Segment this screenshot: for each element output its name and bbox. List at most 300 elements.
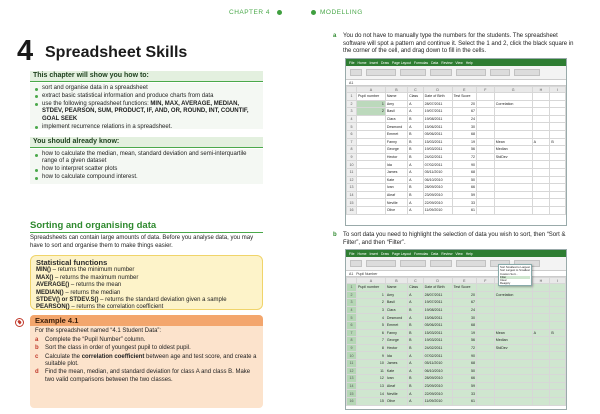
empty-cell[interactable] [477,284,495,292]
empty-cell[interactable] [550,108,566,116]
data-cell[interactable]: 10 [357,359,386,367]
row-number[interactable]: 12 [347,176,357,184]
column-letter[interactable]: H [532,87,550,93]
data-cell[interactable]: 20 [452,291,476,299]
data-cell[interactable]: A [408,206,424,214]
empty-cell[interactable] [532,93,550,101]
data-cell[interactable] [357,153,386,161]
label-cell[interactable] [494,359,532,367]
row-number[interactable]: 2 [347,100,357,108]
ribbon-tab[interactable]: File [349,60,355,65]
empty-cell[interactable] [477,130,495,138]
data-cell[interactable]: A [408,352,424,360]
data-cell[interactable]: James [385,168,407,176]
data-cell[interactable]: Aleaf [385,191,407,199]
data-cell[interactable]: 28/09/2010 [423,184,452,192]
empty-cell[interactable] [532,146,550,154]
ribbon-tab[interactable]: View [455,60,463,65]
data-cell[interactable] [357,138,386,146]
empty-cell[interactable] [550,161,566,169]
label-cell[interactable]: Correlation [494,291,532,299]
empty-cell[interactable] [532,337,550,345]
data-cell[interactable]: Kate [385,176,407,184]
empty-cell[interactable] [477,168,495,176]
column-letter[interactable]: F [477,278,495,284]
data-cell[interactable]: George [385,337,407,345]
menu-item-filter[interactable]: Filter [500,276,530,279]
empty-cell[interactable] [532,108,550,116]
data-cell[interactable]: B [408,146,424,154]
header-cell[interactable]: Name [385,93,407,101]
row-number[interactable]: 4 [347,306,357,314]
data-cell[interactable]: Clara [385,306,407,314]
row-number[interactable]: 16 [347,206,357,214]
label-cell[interactable] [494,168,532,176]
empty-cell[interactable] [532,344,550,352]
data-cell[interactable]: 19/08/2011 [423,115,452,123]
data-cell[interactable]: 59 [452,191,476,199]
data-cell[interactable]: Fanny [385,138,407,146]
ribbon-tab[interactable]: Data [431,251,439,256]
label-cell[interactable] [494,130,532,138]
data-cell[interactable]: 1 [357,100,386,108]
empty-cell[interactable] [550,397,566,405]
data-cell[interactable]: 22/09/2010 [423,390,452,398]
empty-cell[interactable] [477,291,495,299]
data-cell[interactable]: 33 [452,199,476,207]
data-cell[interactable]: 15/03/2011 [423,329,452,337]
data-cell[interactable]: A [408,299,424,307]
empty-cell[interactable] [550,359,566,367]
alignment-group[interactable] [400,260,426,267]
header-cell[interactable]: Test Score [452,93,476,101]
label-cell[interactable]: StdDev [494,153,532,161]
data-cell[interactable]: 59 [452,382,476,390]
empty-cell[interactable] [532,168,550,176]
row-number[interactable]: 9 [347,153,357,161]
empty-cell[interactable] [532,306,550,314]
column-letter[interactable]: A [357,87,386,93]
ribbon-tab[interactable]: Formulas [413,60,429,65]
data-cell[interactable]: B [408,375,424,383]
data-cell[interactable]: 68 [452,359,476,367]
empty-cell[interactable] [477,321,495,329]
data-cell[interactable]: 61 [452,397,476,405]
row-number[interactable]: 3 [347,108,357,116]
empty-cell[interactable]: B [550,138,566,146]
ribbon-tab[interactable]: Home [357,60,367,65]
empty-cell[interactable] [532,352,550,360]
data-cell[interactable]: Olive [385,206,407,214]
data-cell[interactable]: 06/10/2010 [423,176,452,184]
empty-cell[interactable] [532,390,550,398]
data-cell[interactable]: B [408,153,424,161]
ribbon-tab[interactable]: Help [465,60,473,65]
empty-cell[interactable] [550,206,566,214]
empty-cell[interactable] [532,382,550,390]
data-cell[interactable]: A [408,168,424,176]
data-cell[interactable]: 24/02/2011 [423,344,452,352]
data-cell[interactable]: 11/09/2010 [423,206,452,214]
data-cell[interactable] [357,146,386,154]
empty-cell[interactable] [477,199,495,207]
data-cell[interactable]: Desmond [385,314,407,322]
ribbon-tab[interactable]: Draw [381,60,389,65]
header-cell[interactable]: Name [385,284,407,292]
row-number[interactable]: 14 [347,191,357,199]
ribbon-tab[interactable]: Data [431,60,439,65]
data-cell[interactable]: Clara [385,115,407,123]
data-cell[interactable] [357,199,386,207]
row-number[interactable]: 3 [347,299,357,307]
data-cell[interactable]: 15 [357,397,386,405]
paste-icon[interactable] [350,69,362,76]
label-cell[interactable]: Median [494,146,532,154]
data-cell[interactable]: 66 [452,375,476,383]
data-cell[interactable]: 11 [357,367,386,375]
empty-cell[interactable] [532,314,550,322]
empty-cell[interactable] [550,375,566,383]
label-cell[interactable] [494,367,532,375]
row-number[interactable]: 11 [347,168,357,176]
data-cell[interactable]: 66 [452,184,476,192]
column-letter[interactable]: G [494,87,532,93]
empty-cell[interactable] [550,306,566,314]
empty-cell[interactable]: A [532,329,550,337]
empty-cell[interactable] [532,206,550,214]
data-cell[interactable]: Amy [385,291,407,299]
empty-cell[interactable] [477,397,495,405]
name-box[interactable]: A1 [349,272,354,276]
row-number[interactable]: 6 [347,321,357,329]
empty-cell[interactable] [477,382,495,390]
data-cell[interactable]: 23/09/2010 [423,191,452,199]
row-number[interactable]: 13 [347,184,357,192]
data-cell[interactable]: 9 [357,352,386,360]
data-cell[interactable]: Hector [385,344,407,352]
empty-cell[interactable]: A [532,138,550,146]
header-cell[interactable]: Class [408,284,424,292]
row-number[interactable]: 15 [347,390,357,398]
data-cell[interactable]: 24 [452,306,476,314]
empty-cell[interactable] [532,123,550,131]
data-cell[interactable] [357,161,386,169]
empty-cell[interactable] [532,284,550,292]
data-cell[interactable]: Emmet [385,321,407,329]
label-cell[interactable] [494,115,532,123]
ribbon-tab[interactable]: Home [357,251,367,256]
data-cell[interactable]: 19 [452,138,476,146]
data-cell[interactable]: A [408,123,424,131]
row-number[interactable]: 4 [347,115,357,123]
empty-cell[interactable] [477,337,495,345]
column-letter[interactable]: D [423,278,452,284]
data-cell[interactable]: 23/09/2010 [423,382,452,390]
data-cell[interactable] [357,184,386,192]
ribbon-tab[interactable]: Help [465,251,473,256]
styles-group[interactable] [456,260,486,267]
column-letter[interactable]: B [385,87,407,93]
data-cell[interactable]: A [408,176,424,184]
empty-cell[interactable] [550,168,566,176]
label-cell[interactable] [494,321,532,329]
font-group[interactable] [366,69,396,76]
data-cell[interactable]: Ida [385,161,407,169]
data-cell[interactable]: A [408,100,424,108]
empty-cell[interactable] [532,199,550,207]
ribbon-tab[interactable]: Page Layout [391,60,411,65]
data-cell[interactable]: 19/08/2011 [423,306,452,314]
data-cell[interactable]: 07/02/2011 [423,352,452,360]
data-cell[interactable]: Hector [385,153,407,161]
row-number[interactable]: 1 [347,93,357,101]
empty-cell[interactable] [532,176,550,184]
empty-cell[interactable] [532,191,550,199]
empty-cell[interactable] [477,153,495,161]
data-cell[interactable]: B [408,191,424,199]
data-cell[interactable]: 06/10/2010 [423,367,452,375]
empty-cell[interactable] [477,100,495,108]
ribbon-tab[interactable]: Page Layout [391,251,411,256]
data-cell[interactable]: 3 [357,306,386,314]
header-cell[interactable]: Test Score [452,284,476,292]
data-cell[interactable]: 07/02/2011 [423,161,452,169]
label-cell[interactable] [494,390,532,398]
data-cell[interactable]: Olive [385,397,407,405]
data-cell[interactable]: 2 [357,108,386,116]
data-cell[interactable]: B [408,329,424,337]
empty-cell[interactable] [477,314,495,322]
menu-item-custom-sort[interactable]: Custom Sort... [500,272,518,276]
header-cell[interactable]: Date of Birth [423,284,452,292]
data-cell[interactable]: A [408,291,424,299]
ribbon-tab[interactable]: Review [441,251,453,256]
data-cell[interactable]: Basil [385,108,407,116]
label-cell[interactable] [494,314,532,322]
label-cell[interactable]: Correlation [494,100,532,108]
menu-item-reapply[interactable]: Reapply [500,282,511,286]
empty-cell[interactable] [477,161,495,169]
label-cell[interactable] [494,184,532,192]
data-cell[interactable]: Kate [385,367,407,375]
alignment-group[interactable] [400,69,426,76]
data-cell[interactable]: 61 [452,206,476,214]
empty-cell[interactable] [550,153,566,161]
data-cell[interactable]: 14 [357,390,386,398]
row-number[interactable]: 12 [347,367,357,375]
empty-cell[interactable] [550,314,566,322]
data-cell[interactable]: 2 [357,299,386,307]
number-group[interactable] [430,69,452,76]
column-letter[interactable]: D [423,87,452,93]
data-cell[interactable]: Ivan [385,375,407,383]
empty-cell[interactable] [477,115,495,123]
data-cell[interactable]: 19/03/2011 [423,337,452,345]
editing-group[interactable] [514,69,540,76]
data-cell[interactable]: 7 [357,337,386,345]
empty-cell[interactable] [550,367,566,375]
empty-cell[interactable] [532,375,550,383]
row-number[interactable]: 5 [347,123,357,131]
ribbon-tab[interactable]: File [349,251,355,256]
data-cell[interactable]: A [408,108,424,116]
empty-cell[interactable] [550,123,566,131]
label-cell[interactable] [494,382,532,390]
empty-cell[interactable] [532,100,550,108]
row-number[interactable]: 2 [347,291,357,299]
data-cell[interactable]: 6 [357,329,386,337]
label-cell[interactable] [494,108,532,116]
empty-cell[interactable] [550,191,566,199]
row-number[interactable]: 7 [347,329,357,337]
ribbon-tab[interactable]: View [455,251,463,256]
empty-cell[interactable] [532,299,550,307]
empty-cell[interactable] [477,359,495,367]
data-cell[interactable]: A [408,367,424,375]
row-number[interactable]: 13 [347,375,357,383]
empty-cell[interactable] [477,176,495,184]
empty-cell[interactable] [532,359,550,367]
empty-cell[interactable] [477,184,495,192]
formula-text[interactable]: Pupil Number [356,272,378,276]
data-cell[interactable]: 67 [452,108,476,116]
data-cell[interactable]: 30 [452,314,476,322]
empty-cell[interactable] [550,130,566,138]
data-cell[interactable]: 5 [357,321,386,329]
column-letter[interactable]: E [452,87,476,93]
header-cell[interactable]: Date of Birth [423,93,452,101]
row-number[interactable]: 16 [347,397,357,405]
empty-cell[interactable] [532,321,550,329]
data-cell[interactable]: 56 [452,146,476,154]
column-letter[interactable]: A [357,278,386,284]
data-cell[interactable]: Aleaf [385,382,407,390]
empty-cell[interactable] [550,344,566,352]
name-box[interactable]: A1 [349,81,354,85]
empty-cell[interactable] [532,291,550,299]
paste-icon[interactable] [350,260,362,267]
column-letter[interactable]: F [477,87,495,93]
label-cell[interactable]: Mean [494,138,532,146]
row-number[interactable]: 15 [347,199,357,207]
empty-cell[interactable] [477,191,495,199]
menu-item-clear[interactable]: Clear [500,279,507,283]
data-cell[interactable]: 19/03/2011 [423,146,452,154]
data-cell[interactable] [357,206,386,214]
data-cell[interactable]: 20 [452,100,476,108]
font-group[interactable] [366,260,396,267]
data-cell[interactable] [357,168,386,176]
empty-cell[interactable] [532,115,550,123]
empty-cell[interactable] [550,284,566,292]
data-cell[interactable]: 50 [452,176,476,184]
empty-cell[interactable] [550,115,566,123]
ribbon-tab[interactable]: Review [441,60,453,65]
data-cell[interactable] [357,176,386,184]
data-cell[interactable] [357,191,386,199]
data-cell[interactable]: A [408,314,424,322]
cells-group[interactable] [490,69,510,76]
data-cell[interactable]: 12 [357,375,386,383]
data-cell[interactable]: B [408,130,424,138]
data-cell[interactable]: 05/11/2010 [423,168,452,176]
data-cell[interactable]: A [408,390,424,398]
empty-cell[interactable] [477,367,495,375]
empty-cell[interactable] [477,375,495,383]
empty-cell[interactable] [550,199,566,207]
data-cell[interactable]: 90 [452,161,476,169]
column-letter[interactable]: C [408,87,424,93]
row-number[interactable]: 6 [347,130,357,138]
data-cell[interactable]: 24/02/2011 [423,153,452,161]
data-cell[interactable]: 11/09/2010 [423,397,452,405]
label-cell[interactable] [494,206,532,214]
row-number[interactable]: 10 [347,352,357,360]
data-cell[interactable]: Fanny [385,329,407,337]
empty-cell[interactable] [550,321,566,329]
data-cell[interactable]: 8 [357,344,386,352]
label-cell[interactable] [494,299,532,307]
empty-cell[interactable] [550,291,566,299]
label-cell[interactable] [494,176,532,184]
label-cell[interactable] [494,306,532,314]
empty-cell[interactable] [477,108,495,116]
data-cell[interactable]: Desmond [385,123,407,131]
data-cell[interactable] [357,123,386,131]
data-cell[interactable]: 56 [452,337,476,345]
data-cell[interactable]: 68 [452,168,476,176]
data-cell[interactable]: 90 [452,352,476,360]
empty-cell[interactable] [477,93,495,101]
ribbon-tab[interactable]: Insert [369,60,378,65]
data-cell[interactable]: 30 [452,123,476,131]
column-letter[interactable]: H [532,278,550,284]
empty-cell[interactable] [532,397,550,405]
empty-cell[interactable] [477,352,495,360]
row-number[interactable]: 11 [347,359,357,367]
label-cell[interactable]: Median [494,337,532,345]
empty-cell[interactable] [550,93,566,101]
data-cell[interactable]: B [408,337,424,345]
header-cell[interactable]: Class [408,93,424,101]
data-cell[interactable]: 1 [357,291,386,299]
data-cell[interactable]: 72 [452,153,476,161]
column-letter[interactable]: E [452,278,476,284]
row-number[interactable]: 5 [347,314,357,322]
data-cell[interactable]: James [385,359,407,367]
empty-cell[interactable] [550,176,566,184]
ribbon-tab[interactable]: Formulas [413,251,429,256]
empty-cell[interactable] [532,153,550,161]
data-cell[interactable]: B [408,344,424,352]
empty-cell[interactable] [477,206,495,214]
data-cell[interactable]: 28/09/2010 [423,375,452,383]
empty-cell[interactable] [550,100,566,108]
row-number[interactable]: 14 [347,382,357,390]
label-cell[interactable]: Mean [494,329,532,337]
data-cell[interactable]: Ida [385,352,407,360]
label-cell[interactable] [494,191,532,199]
data-cell[interactable]: 33 [452,390,476,398]
label-cell[interactable] [494,123,532,131]
label-cell[interactable] [494,199,532,207]
empty-cell[interactable] [532,161,550,169]
menu-item-sort-asc[interactable]: Sort Smallest to Largest [500,266,530,269]
data-cell[interactable]: 22/09/2010 [423,199,452,207]
empty-cell[interactable] [550,382,566,390]
empty-cell[interactable] [477,306,495,314]
empty-cell[interactable] [550,337,566,345]
